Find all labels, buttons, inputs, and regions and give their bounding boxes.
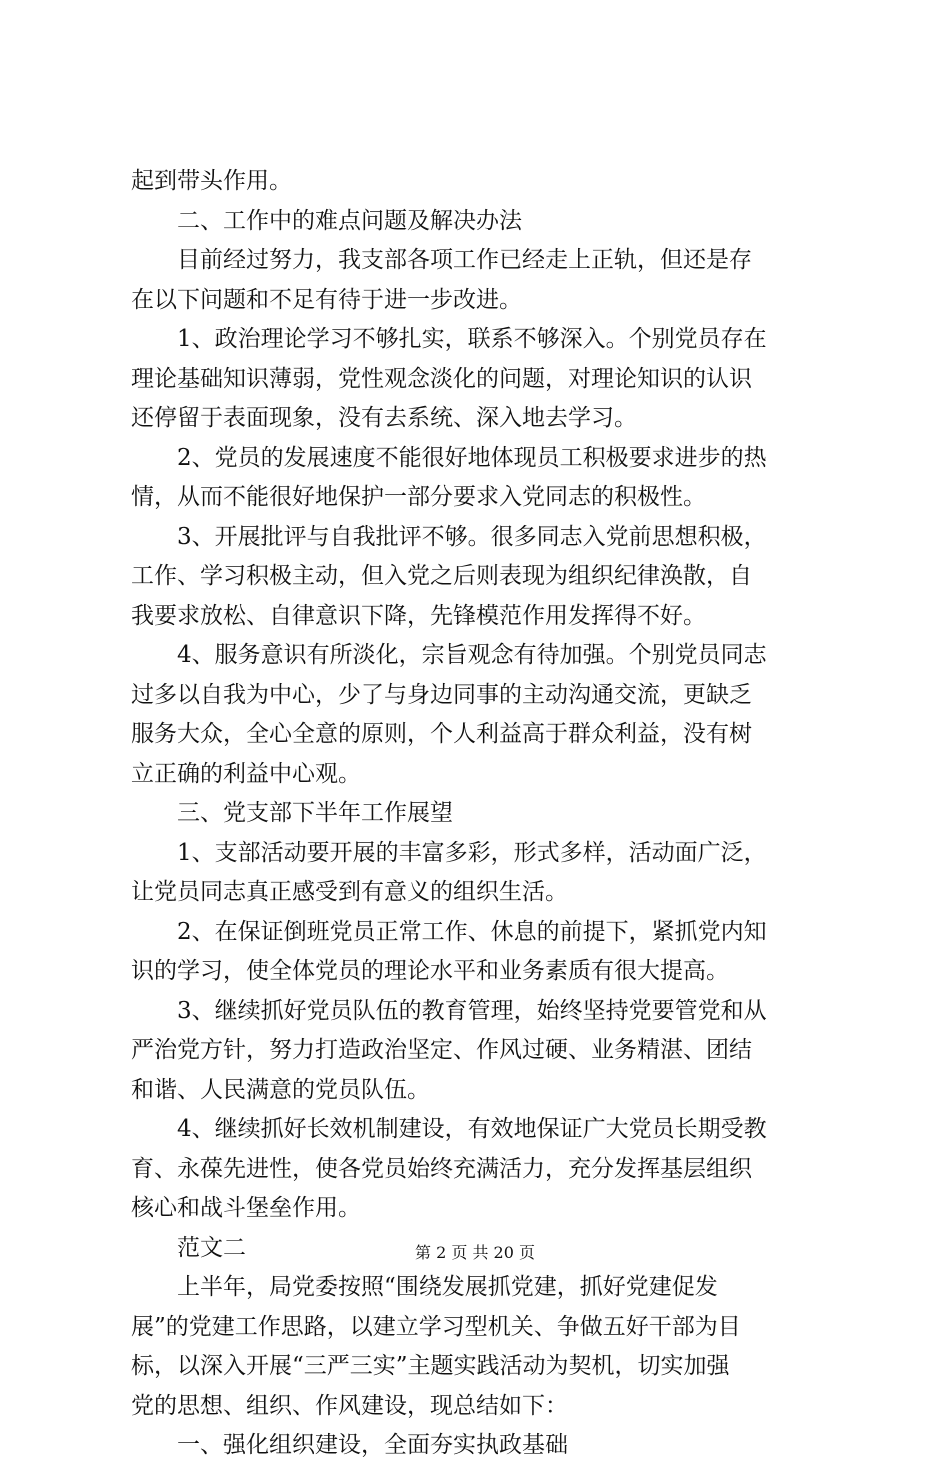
text-line: 3、继续抓好党员队伍的教育管理，始终坚持党要管党和从 [131,997,767,1024]
text-line: 目前经过努力，我支部各项工作已经走上正轨，但还是存 [131,247,752,273]
text-line: 在以下问题和不足有待于进一步改进。 [131,286,522,313]
text-line: 让党员同志真正感受到有意义的组织生活。 [131,879,568,905]
text-line: 服务大众，全心全意的原则，个人利益高于群众利益，没有树 [131,721,752,747]
text-line: 标，以深入开展“三严三实”主题实践活动为契机，切实加强 [131,1353,730,1379]
text-line: 我要求放松、自律意识下降，先锋模范作用发挥得不好。 [131,602,706,629]
text-line: 1、支部活动要开展的丰富多彩，形式多样，活动面广泛， [131,839,767,866]
section-heading: 二、工作中的难点问题及解决办法 [131,207,522,234]
text-line: 2、在保证倒班党员正常工作、休息的前提下，紧抓党内知 [131,918,767,945]
text-line: 和谐、人民满意的党员队伍。 [131,1076,430,1103]
text-line: 4、服务意识有所淡化，宗旨观念有待加强。个别党员同志 [131,642,767,668]
text-line: 立正确的利益中心观。 [131,760,361,787]
text-line: 党的思想、组织、作风建设，现总结如下： [131,1392,568,1419]
section-heading: 三、党支部下半年工作展望 [131,800,453,826]
text-line: 育、永葆先进性，使各党员始终充满活力，充分发挥基层组织 [131,1155,752,1182]
text-line: 3、开展批评与自我批评不够。很多同志入党前思想积极， [131,523,767,550]
text-line: 过多以自我为中心，少了与身边同事的主动沟通交流，更缺乏 [131,681,752,708]
text-line: 1、政治理论学习不够扎实，联系不够深入。个别党员存在 [131,326,767,352]
text-line: 核心和战斗堡垒作用。 [131,1195,361,1221]
text-line: 4、继续抓好长效机制建设，有效地保证广大党员长期受教 [131,1116,767,1142]
document-body [131,162,831,1466]
text-line: 上半年，局党委按照“围绕发展抓党建，抓好党建促发 [131,1274,718,1300]
text-line: 工作、学习积极主动，但入党之后则表现为组织纪律涣散，自 [131,563,752,589]
text-line: 展”的党建工作思路，以建立学习型机关、争做五好干部为目 [131,1313,741,1340]
text-line: 2、党员的发展速度不能很好地体现员工积极要求进步的热 [131,444,767,471]
text-line: 起到带头作用。 [131,168,292,194]
text-line: 理论基础知识薄弱，党性观念淡化的问题，对理论知识的认识 [131,365,752,392]
section-heading: 一、强化组织建设，全面夯实执政基础 [131,1432,568,1458]
section-heading: 范文二 [131,1234,246,1261]
text-line: 严治党方针，努力打造政治坚定、作风过硬、业务精湛、团结 [131,1037,752,1063]
page-number-footer: 第 2 页 共 20 页 [415,1243,535,1262]
text-line: 情，从而不能很好地保护一部分要求入党同志的积极性。 [131,484,706,510]
text-line: 还停留于表面现象，没有去系统、深入地去学习。 [131,405,637,431]
text-line: 识的学习，使全体党员的理论水平和业务素质有很大提高。 [131,958,729,984]
